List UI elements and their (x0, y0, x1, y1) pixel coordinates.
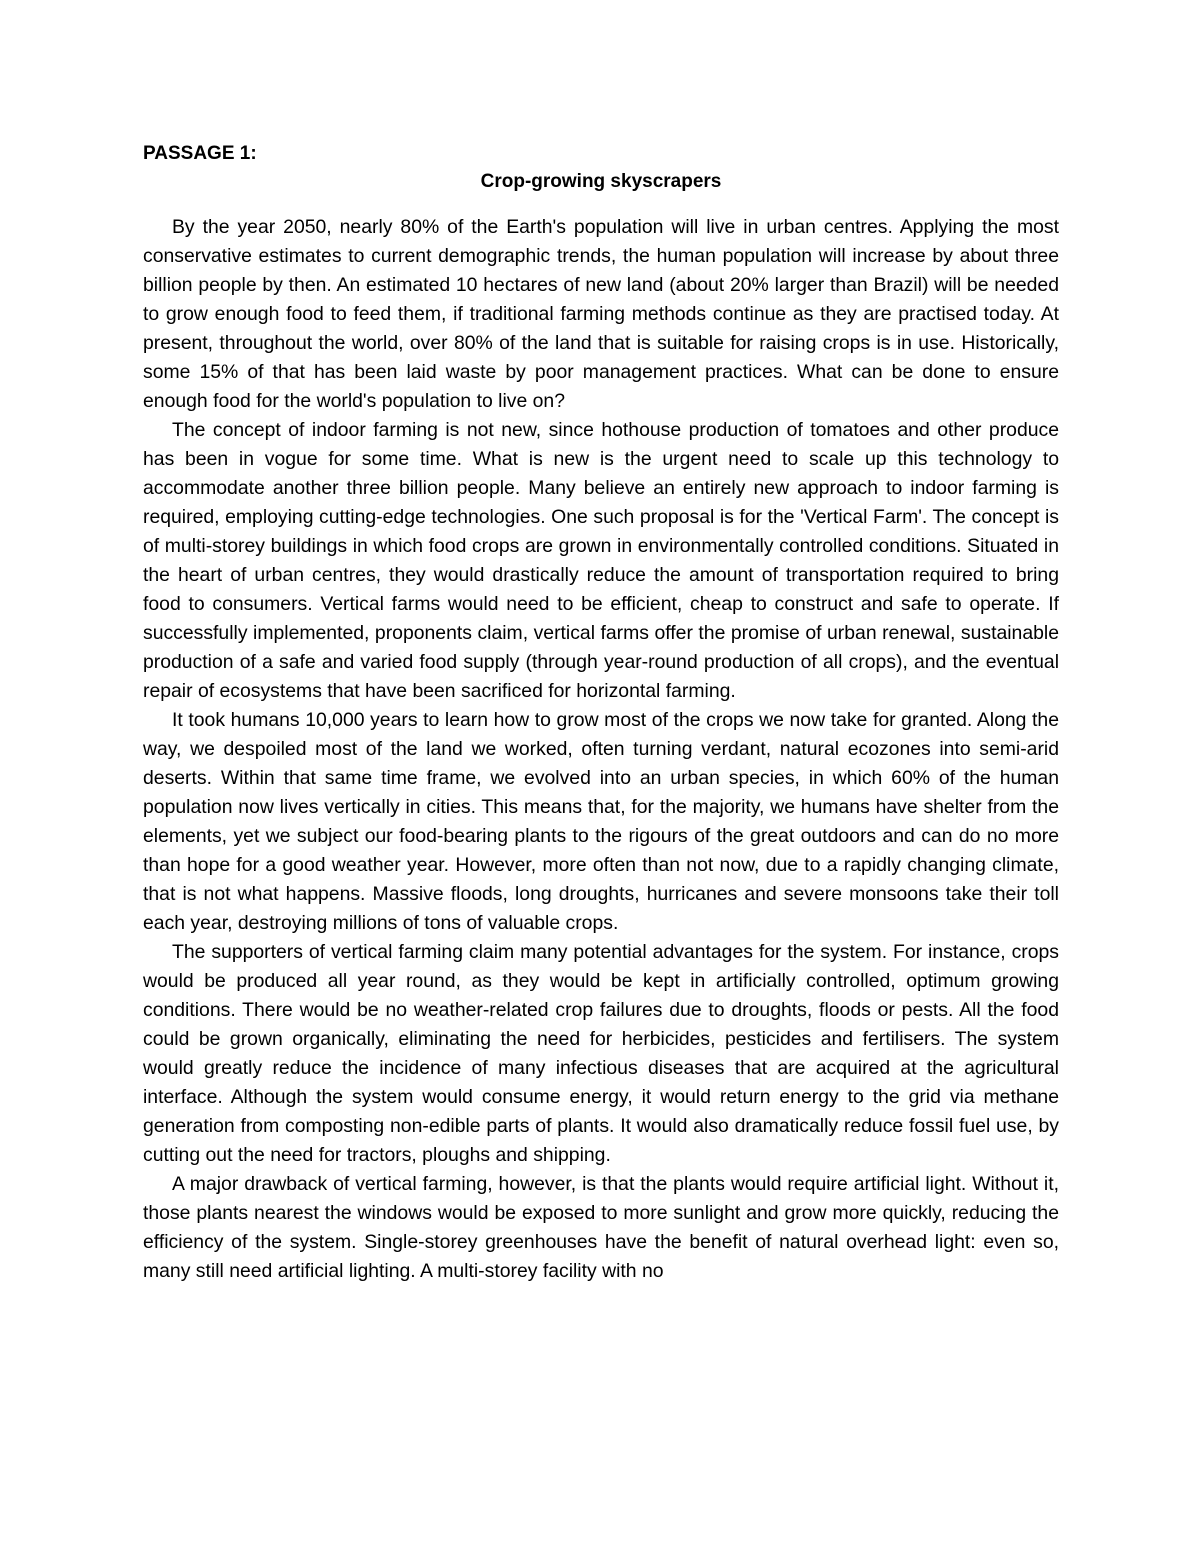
document-page (143, 142, 1059, 1286)
paragraph-5: A major drawback of vertical farming, however, is that the plants would require artificial light. Without it, those plants nearest the windows would be exposed to more sunlight and grow more quickly, reducing the efficiency of the system. Single-storey greenhouses have the benefit of natural overhead light: even so, many still need artificial lighting. A multi-storey facility with no (143, 1173, 1059, 1282)
passage-title: Crop-growing skyscrapers (480, 171, 722, 192)
paragraph-2: The concept of indoor farming is not new, since hothouse production of tomatoes and other produce has been in vogue for some time. What is new is the urgent need to scale up this technology to accommodate another three billion people. Many believe an entirely new approach to indoor farming is required, employing cutting-edge technologies. One such proposal is for the 'Vertical Farm'. The concept is of multi-storey buildings in which food crops are grown in environmentally controlled conditions. Situated in the heart of urban centres, they would drastically reduce the amount of transportation required to bring food to consumers. Vertical farms would need to be efficient, cheap to construct and safe to operate. If successfully implemented, proponents claim, vertical farms offer the promise of urban renewal, sustainable production of a safe and varied food supply (through year-round production of all crops), and the eventual repair of ecosystems that have been sacrificed for horizontal farming. (143, 419, 1059, 702)
paragraph-3: It took humans 10,000 years to learn how to grow most of the crops we now take for granted. Along the way, we despoiled most of the land we worked, often turning verdant, natural ecozones into semi-arid deserts. Within that same time frame, we evolved into an urban species, in which 60% of the human population now lives vertically in cities. This means that, for the majority, we humans have shelter from the elements, yet we subject our food-bearing plants to the rigours of the great outdoors and can do no more than hope for a good weather year. However, more often than not now, due to a rapidly changing climate, that is not what happens. Massive floods, long droughts, hurricanes and severe monsoons take their toll each year, destroying millions of tons of valuable crops. (143, 709, 1059, 934)
passage-label: PASSAGE 1: (143, 143, 257, 164)
paragraph-4: The supporters of vertical farming claim many potential advantages for the system. For instance, crops would be produced all year round, as they would be kept in artificially controlled, optimum growing conditions. There would be no weather-related crop failures due to droughts, floods or pests. All the food could be grown organically, eliminating the need for herbicides, pesticides and fertilisers. The system would greatly reduce the incidence of many infectious diseases that are acquired at the agricultural interface. Although the system would consume energy, it would return energy to the grid via methane generation from composting non-edible parts of plants. It would also dramatically reduce fossil fuel use, by cutting out the need for tractors, ploughs and shipping. (143, 941, 1059, 1166)
paragraph-1: By the year 2050, nearly 80% of the Earth's population will live in urban centres. Applying the most conservative estimates to current demographic trends, the human population will increase by about three billion people by then. An estimated 10 hectares of new land (about 20% larger than Brazil) will be needed to grow enough food to feed them, if traditional farming methods continue as they are practised today. At present, throughout the world, over 80% of the land that is suitable for raising crops is in use. Historically, some 15% of that has been laid waste by poor management practices. What can be done to ensure enough food for the world's population to live on? (143, 216, 1059, 412)
